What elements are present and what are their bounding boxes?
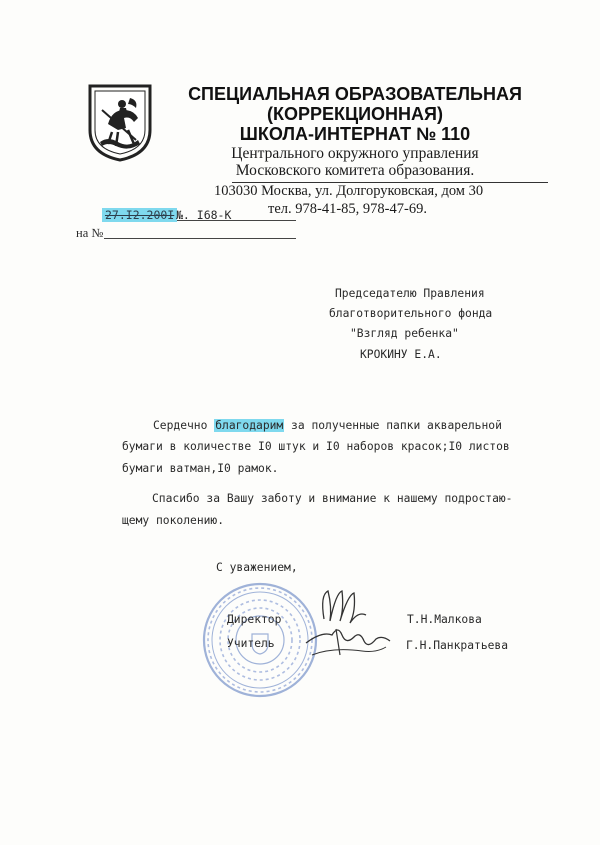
closing-phrase: С уважением, xyxy=(216,561,298,574)
phone-numbers: тел. 978-41-85, 978-47-69. xyxy=(268,201,427,217)
body-text: бумаги в количестве I0 штук и I0 наборов красок;I0 листов xyxy=(122,440,510,453)
moscow-coat-of-arms-icon xyxy=(82,80,158,162)
reference-line xyxy=(104,238,296,239)
title-line: (КОРРЕКЦИОННАЯ) xyxy=(266,104,443,124)
outgoing-reference xyxy=(76,208,306,244)
incoming-number-label: на № xyxy=(76,226,104,240)
addressee-line: благотворительного фонда xyxy=(329,307,493,320)
title-line: ШКОЛА-ИНТЕРНАТ № 110 xyxy=(239,124,471,144)
addressee-line: "Взгляд ребенка" xyxy=(350,327,459,340)
body-paragraph-2: Спасибо за Вашу заботу и внимание к нашему подростаю- xyxy=(152,492,513,505)
body-paragraph-1 xyxy=(153,419,502,432)
addressee-line: Председателю Правления xyxy=(335,287,485,300)
admin-line: Московского комитета образования. xyxy=(235,162,475,179)
body-text: щему поколению. xyxy=(122,514,225,527)
administration xyxy=(175,145,535,179)
outgoing-number: №. I68-К xyxy=(176,208,232,222)
addressee-name: КРОКИНУ Е.А. xyxy=(360,348,442,361)
body-text: бумаги ватман,I0 рамок. xyxy=(122,462,279,475)
admin-line: Центрального окружного управления xyxy=(231,145,479,162)
highlighted-word: благодарим xyxy=(215,419,284,432)
outgoing-date: 27.I2.200I xyxy=(102,208,177,222)
title-line: СПЕЦИАЛЬНАЯ ОБРАЗОВАТЕЛЬНАЯ xyxy=(188,84,522,104)
signatory-name: Т.Н.Малкова xyxy=(407,613,482,626)
body-text: за полученные папки акварельной xyxy=(284,419,502,432)
handwritten-signature-icon xyxy=(302,585,397,670)
signatory-name: Г.Н.Панкратьева xyxy=(406,639,509,652)
body-text: Сердечно xyxy=(153,419,215,432)
school-title xyxy=(175,84,535,144)
signatory-role: Учитель xyxy=(227,637,275,650)
signatory-role: Директор xyxy=(227,613,282,626)
postal-address: 103030 Москва, ул. Долгоруковская, дом 30 xyxy=(214,183,484,199)
